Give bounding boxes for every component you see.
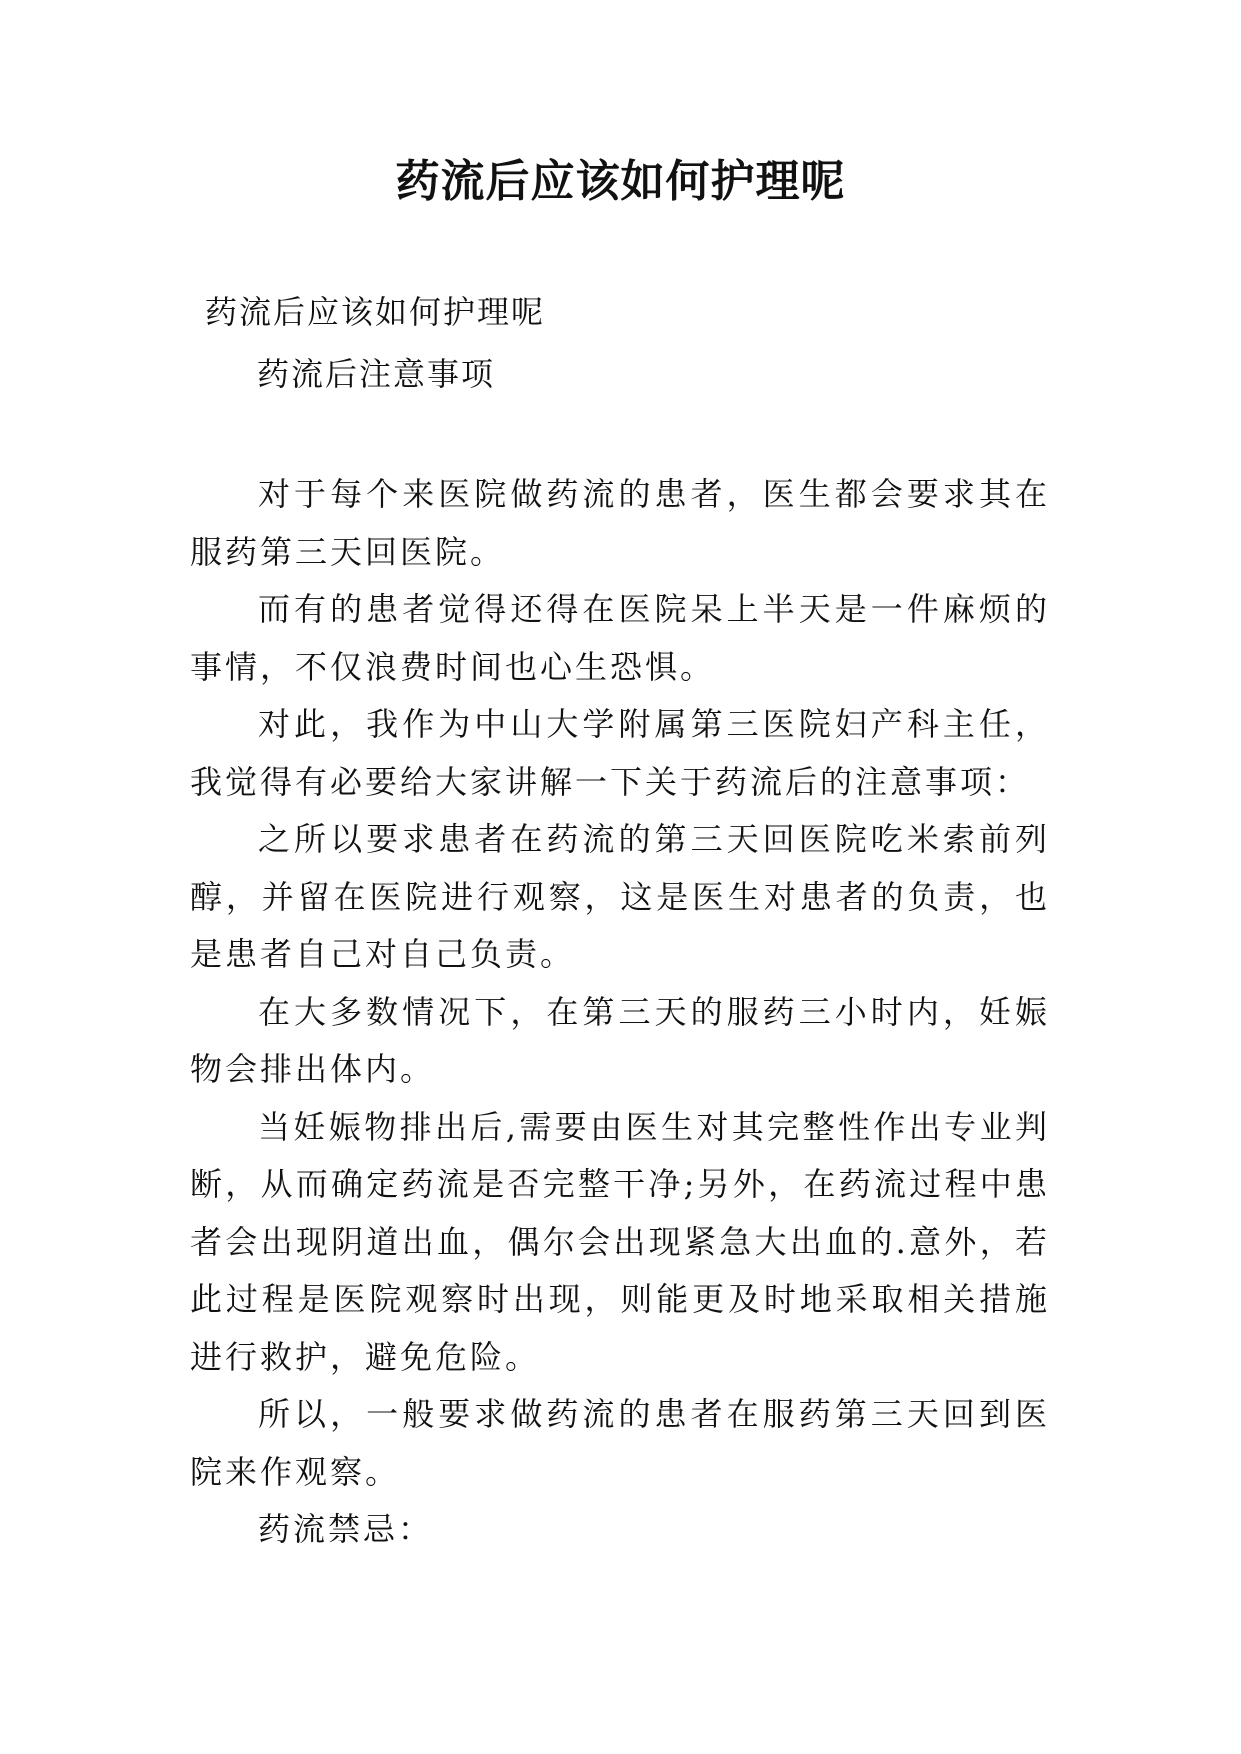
document-title: 药流后应该如何护理呢	[395, 156, 846, 207]
section-heading: 药流后注意事项	[257, 355, 496, 393]
paragraph: 所以，一般要求做药流的患者在服药第三天回到医院来作观察。	[190, 1395, 1050, 1491]
paragraph: 在大多数情况下，在第三天的服药三小时内，妊娠物会排出体内。	[190, 992, 1050, 1088]
paragraph: 对此，我作为中山大学附属第三医院妇产科主任，我觉得有必要给大家讲解一下关于药流后的注意事项：	[190, 705, 1050, 801]
paragraph: 药流禁忌：	[258, 1510, 434, 1548]
paragraph: 之所以要求患者在药流的第三天回医院吃米索前列醇，并留在医院进行观察，这是医生对患者的负责，也是患者自己对自己负责。	[190, 820, 1050, 973]
document-subtitle: 药流后应该如何护理呢	[205, 293, 546, 331]
paragraph: 对于每个来医院做药流的患者，医生都会要求其在服药第三天回医院。	[190, 475, 1050, 571]
paragraph: 而有的患者觉得还得在医院呆上半天是一件麻烦的事情，不仅浪费时间也心生恐惧。	[190, 590, 1050, 686]
paragraph: 当妊娠物排出后,需要由医生对其完整性作出专业判断，从而确定药流是否完整干净;另外，在药流过程中患者会出现阴道出血，偶尔会出现紧急大出血的.意外，若此过程是医院观察时出现，则能更及时地采取相关措施进行救护，避免危险。	[190, 1107, 1050, 1376]
document-body	[190, 466, 1050, 1559]
